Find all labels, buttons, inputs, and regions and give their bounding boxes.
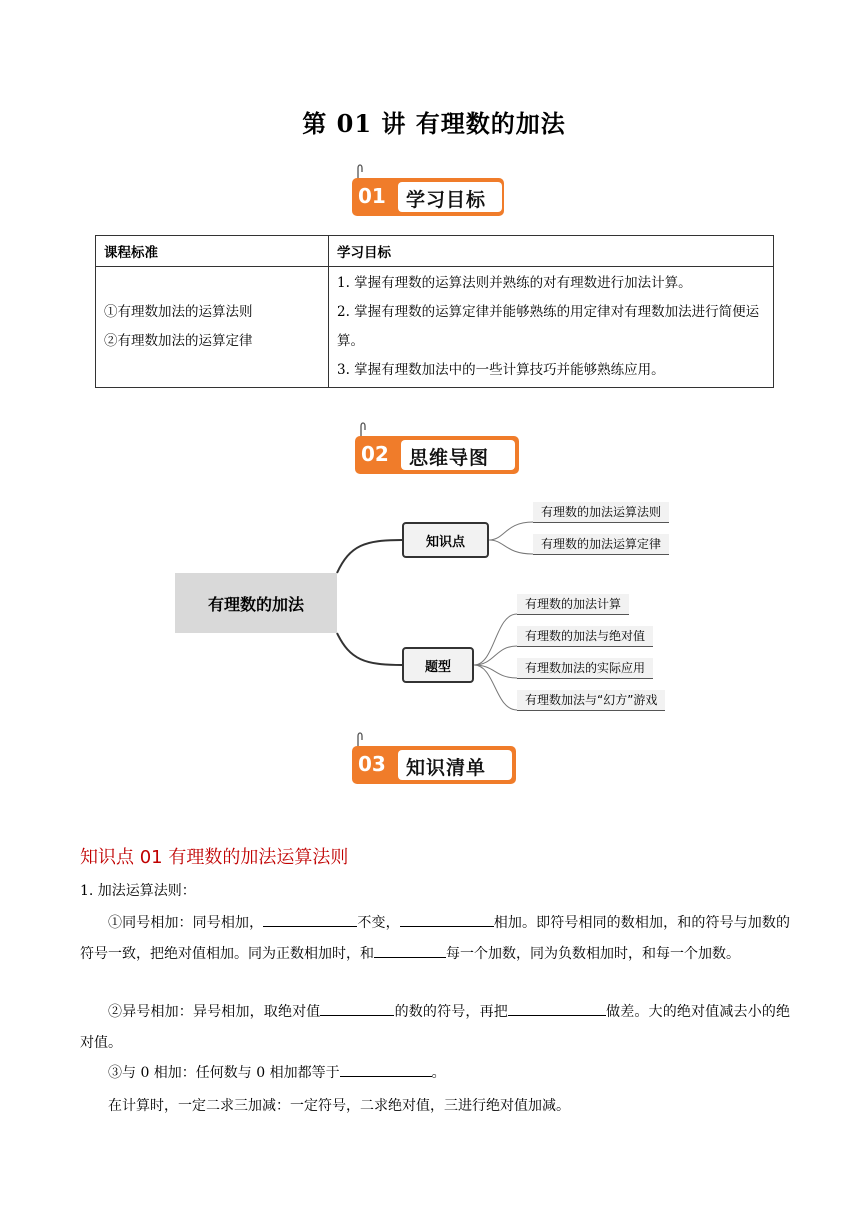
rule-text: ①同号相加：同号相加， <box>108 915 264 931</box>
section-number: 01 <box>358 184 386 208</box>
mindmap-leaf: 有理数的加法运算法则 <box>533 502 669 523</box>
table-header-standard: 课程标准 <box>96 236 329 267</box>
mindmap-leaf: 有理数的加法计算 <box>517 594 629 615</box>
objective-item: 1. 掌握有理数的运算法则并熟练的对有理数进行加法计算。 <box>337 275 692 291</box>
mindmap-root: 有理数的加法 <box>175 573 337 633</box>
section-label: 知识清单 <box>406 757 487 779</box>
standard-item: ①有理数加法的运算法则 <box>104 304 253 320</box>
section-number: 02 <box>361 442 389 466</box>
rule-text: 每一个加数，同为负数相加时，和每一个加数。 <box>446 946 740 962</box>
mindmap-leaf: 有理数的加法运算定律 <box>533 534 669 555</box>
fill-blank[interactable] <box>263 912 357 927</box>
rule-text: 做差。大的绝对值减去小的绝对值。 <box>80 1004 791 1051</box>
rule-opposite-sign <box>80 997 790 1059</box>
fill-blank[interactable] <box>400 912 494 927</box>
rule-text: 。 <box>431 1065 446 1081</box>
mindmap-leaf: 有理数的加法与绝对值 <box>517 626 653 647</box>
section-label: 思维导图 <box>409 447 490 469</box>
standard-item: ②有理数加法的运算定律 <box>104 333 253 349</box>
fill-blank[interactable] <box>320 1001 394 1016</box>
rule-heading: 1. 加法运算法则： <box>80 883 196 899</box>
rule-text: 相加。即符号相同的数相加，和的符号与加数的符号一致，把绝对值相加。同为正数相加时，和 <box>80 915 791 962</box>
rule-same-sign <box>80 908 790 970</box>
section-label: 学习目标 <box>406 189 487 211</box>
rule-text: ②异号相加：异号相加，取绝对值 <box>108 1004 321 1020</box>
section-label-box <box>398 750 512 780</box>
table-header-objective: 学习目标 <box>329 236 774 267</box>
knowledge-point-title: 知识点 01 有理数的加法运算法则 <box>80 847 349 868</box>
mindmap-leaf: 有理数加法的实际应用 <box>517 658 653 679</box>
fill-blank[interactable] <box>508 1001 606 1016</box>
mindmap-leaf: 有理数加法与“幻方”游戏 <box>517 690 665 711</box>
fill-blank[interactable] <box>340 1062 432 1077</box>
objective-item: 3. 掌握有理数加法中的一些计算技巧并能够熟练应用。 <box>337 362 665 378</box>
page-title: 第 01 讲 有理数的加法 <box>302 109 566 138</box>
rule-text: 的数的符号，再把 <box>394 1004 508 1020</box>
mindmap-branch-question-types: 题型 <box>402 647 474 683</box>
rule-add-zero <box>80 1058 790 1089</box>
mindmap-branch-knowledge: 知识点 <box>402 522 489 558</box>
section-number: 03 <box>358 752 386 776</box>
fill-blank[interactable] <box>374 943 446 958</box>
calculation-tip: 在计算时，一定二求三加减：一定符号，二求绝对值，三进行绝对值加减。 <box>108 1098 570 1114</box>
rule-text: ③与 0 相加：任何数与 0 相加都等于 <box>108 1065 340 1081</box>
objective-item: 2. 掌握有理数的运算定律并能够熟练的用定律对有理数加法进行简便运算。 <box>337 304 760 349</box>
rule-text: 不变， <box>357 915 400 931</box>
